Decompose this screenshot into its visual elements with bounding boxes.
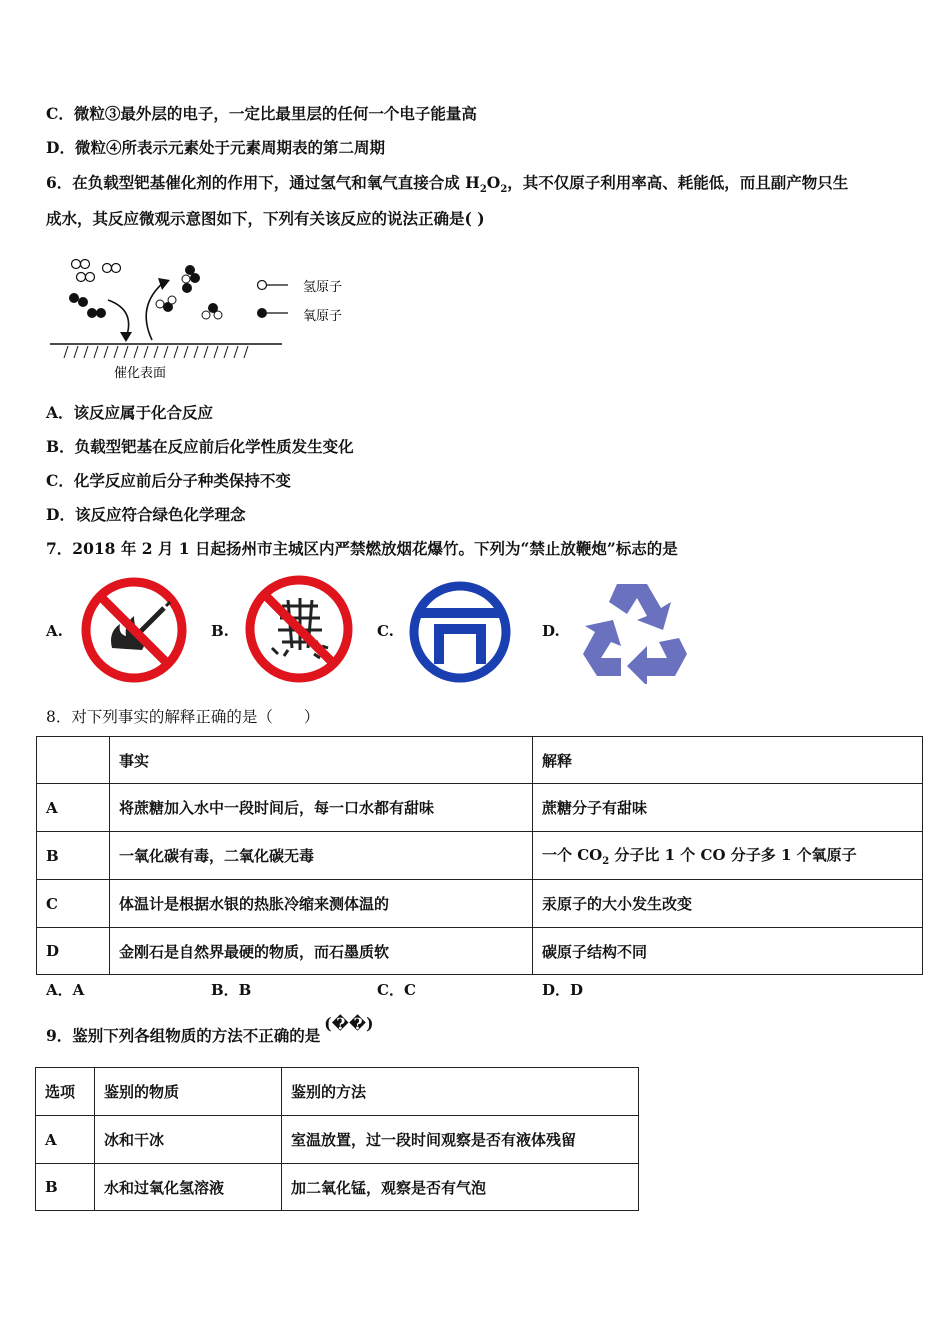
q6-option-d: D．该反应符合绿色化学理念 — [46, 505, 246, 524]
recycle-sign-icon — [575, 580, 689, 684]
q9-table — [35, 1067, 639, 1211]
table-header-row — [36, 1068, 639, 1116]
blue-logo-sign-icon — [408, 580, 512, 684]
q6-stem-line2: 成水，其反应微观示意图如下，下列有关该反应的说法正确是( ) — [46, 209, 485, 228]
table-header-row — [37, 737, 923, 784]
q6-stem-line1: 6．在负载型钯基催化剂的作用下，通过氢气和氧气直接合成 $H_2O_2$，其不仅原子利用率高、耗能低，而且副产物只生 — [46, 173, 849, 196]
header-cell: 鉴别的方法 — [282, 1068, 639, 1116]
q6-option-b: B．负载型钯基在反应前后化学性质发生变化 — [46, 437, 354, 456]
q6-option-c: C．化学反应前后分子种类保持不变 — [46, 471, 291, 490]
header-cell: 鉴别的物质 — [95, 1068, 282, 1116]
q7-stem: 7．2018 年 2 月 1 日起扬州市主城区内严禁燃放烟花爆竹。下列为“禁止放鞭炮”标志的是 — [46, 539, 678, 558]
row-explain: 汞原子的大小发生改变 — [533, 880, 923, 928]
hydrogen-molecules — [72, 260, 121, 282]
surface-label: 催化表面 — [114, 366, 167, 381]
surface-hatching — [64, 346, 248, 358]
row-fact: 将蔗糖加入水中一段时间后，每一口水都有甜味 — [110, 784, 533, 832]
row-key: C — [37, 880, 110, 928]
row-method: 室温放置，过一段时间观察是否有液体残留 — [282, 1116, 639, 1164]
row-explain: 碳原子结构不同 — [533, 928, 923, 975]
row-fact: 金刚石是自然界最硬的物质，而石墨质软 — [110, 928, 533, 975]
row-method: 加二氧化锰，观察是否有气泡 — [282, 1164, 639, 1211]
table-row — [36, 1164, 639, 1211]
arrow-head-icon — [158, 278, 170, 290]
q6-option-a: A．该反应属于化合反应 — [46, 403, 214, 422]
q7-label-b: B. — [211, 622, 229, 640]
header-cell: 事实 — [110, 737, 533, 784]
q8-answer-b: B．B — [211, 981, 252, 999]
arrow-head-icon — [120, 332, 132, 342]
row-fact: 一氧化碳有毒，二氧化碳无毒 — [110, 832, 533, 880]
q7-label-a: A. — [46, 622, 63, 640]
oxygen-molecules — [69, 293, 106, 318]
oxygen-legend-icon — [257, 308, 267, 318]
row-substance: 冰和干冰 — [95, 1116, 282, 1164]
header-cell: 选项 — [36, 1068, 95, 1116]
q8-answer-d: D．D — [542, 981, 584, 999]
q5-option-d: D．微粒④所表示元素处于元素周期表的第二周期 — [46, 138, 385, 157]
hydrogen-legend-icon — [258, 281, 267, 290]
row-key: A — [37, 784, 110, 832]
table-row — [37, 928, 923, 975]
legend-oxygen-label: 氧原子 — [303, 309, 343, 324]
header-cell — [37, 737, 110, 784]
header-cell: 解释 — [533, 737, 923, 784]
no-fire-sign-icon — [78, 574, 190, 686]
row-explain: 一个 $CO_2$ 分子比 1 个 CO 分子多 1 个氧原子 — [533, 832, 923, 880]
q8-answer-a: A．A — [46, 981, 85, 999]
row-fact: 体温计是根据水银的热胀冷缩来测体温的 — [110, 880, 533, 928]
q7-label-c: C. — [377, 622, 394, 640]
water-molecules — [202, 303, 222, 319]
no-firecracker-sign-icon — [242, 572, 356, 686]
q8-answer-c: C．C — [377, 981, 416, 999]
catalyst-reaction-diagram — [48, 252, 368, 384]
row-substance: 水和过氧化氢溶液 — [95, 1164, 282, 1211]
table-row — [37, 880, 923, 928]
q5-option-c: C．微粒③最外层的电子，一定比最里层的任何一个电子能量高 — [46, 104, 477, 123]
row-key: B — [36, 1164, 95, 1211]
q9-stem: 9．鉴别下列各组物质的方法不正确的是(��) — [46, 1014, 374, 1045]
row-explain: 蔗糖分子有甜味 — [533, 784, 923, 832]
table-row — [37, 832, 923, 880]
row-key: D — [37, 928, 110, 975]
up-arrow — [146, 282, 164, 340]
row-key: A — [36, 1116, 95, 1164]
legend-hydrogen-label: 氢原子 — [303, 280, 343, 295]
row-key: B — [37, 832, 110, 880]
table-row — [37, 784, 923, 832]
q8-stem: 8．对下列事实的解释正确的是（ ） — [46, 708, 320, 726]
q8-table — [36, 736, 923, 975]
table-row — [36, 1116, 639, 1164]
q7-label-d: D. — [542, 622, 560, 640]
